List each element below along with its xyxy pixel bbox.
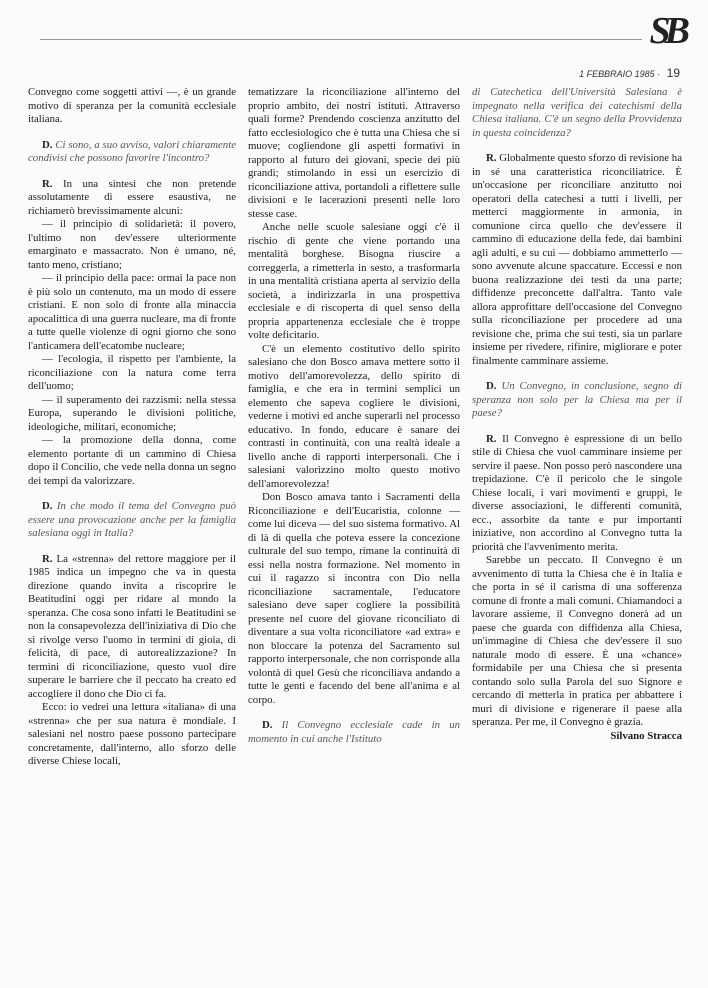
paragraph: Anche nelle scuole salesiane oggi c'è il rischio di gente che viene portando una mentalità borghese. Bisogna riuscire a correggerla, a rimetterla in sesto, a trasformarla in una mentalità cristiana aperta al servizio della società, a indirizzarla in una prospettiva ecclesiale e di riscoperta di quel senso della propria appartenenza ecclesiale che è troppe volte deficitario. (248, 221, 460, 341)
answer: R. La «strenna» del rettore maggiore per il 1985 indica un impegno che va in questa direzione quando invita a riscoprire le Beatitudini oggi per ridare al mondo la speranza. Che cosa sono infatti le Beatitudini se non la consapevolezza dell'iniziativa di Dio che si rivolge verso l'uomo in termini di gioia, di felicità, di pace, di autorealizzazione? In termini di riconciliazione, questo vuol dire superare le barriere che il peccato ha creato ed accogliere il dono che Dio ci fa. (28, 552, 236, 700)
answer: R. In una sintesi che non pretende assolutamente di essere esaustiva, ne richiamerò brevissimamente alcuni: (28, 177, 236, 217)
paragraph: Sarebbe un peccato. Il Convegno è un avvenimento di tutta la Chiesa che è in Italia e che porta in sé il carisma di una sofferenza comune di fronte a mali comuni. Chiamandoci a lavorare assieme, il Convegno donerà ad un paese che guarda con diffidenza alla Chiesa, un'immagine di Chiesa che dev'essere il suo naturale modo di essere. È una «chance» formidabile per una Chiesa che si presenta contando solo sulla Parola del suo Signore e cercando di metterla in pratica per abbattere i muri di divisione e rigenerare il paese alla speranza. Per me, il Convegno è grazia. (472, 554, 682, 728)
paragraph: Ecco: io vedrei una lettura «italiana» di una «strenna» che per sua natura è mondiale. I salesiani nel nostro paese possono partecipare concretamente, dall'interno, allo sforzo delle diverse Chiese locali, (28, 701, 236, 767)
issue-date: 1 FEBBRAIO 1985 (579, 69, 655, 79)
question: D. In che modo il tema del Convegno può essere una provocazione anche per la famiglia salesiana oggi in Italia? (28, 500, 236, 539)
author-signature: Silvano Stracca (610, 729, 682, 742)
paragraph: tematizzare la riconciliazione all'interno del proprio ambito, dei nostri istituti. Attraverso quali forme? Prendendo coscienza anzitutto del fatto ecclesiologico che è tutta una Chiesa che si muove; cogliendone gli aspetti formativi in rapporto al futuro dei giovani, specie dei più grandi; stimolando in essi un esercizio di riconciliazione attiva, portandoli a riflettere sulle divisioni e le lacerazioni presenti nelle loro stesse case. (248, 86, 460, 220)
list-item: — la promozione della donna, come elemento portante di un cammino di Chiesa dopo il Concilio, che vede nella donna un segno dei tempi da valorizzare. (28, 434, 236, 487)
page-info (579, 66, 680, 80)
question: D. Ci sono, a suo avviso, valori chiaramente condivisi che possono favorire l'incontro? (28, 138, 236, 164)
header-rule (40, 39, 642, 40)
magazine-logo: SB (649, 10, 684, 52)
answer: R. Globalmente questo sforzo di revisione ha in sé una caratteristica riconciliatrice. È un'occasione per riconciliare anzitutto noi operatori della catechesi a tutti i livelli, per metterci maggiormente in armonia, in comunione circa quello che dev'essere il cammino di educazione della fede, dai bambini agli adulti, e su cui — dobbiamo ammetterlo — sono avvenute alcune spaccature. Eccessi e non buona realizzazione dei testi da una parte; diffidenze preconcette dall'altra. Tanto vale allora approfittare dell'occasione del Convegno sulla riconciliazione per procedere ad una revisione che, prima che sui testi, sia un parlare insieme per rivedere, rifinire, migliorare e poter finalmente camminare assieme. (472, 152, 682, 367)
list-item: — il principio di solidarietà: il povero, l'ultimo non dev'essere ulteriormente emarginato e massacrato. Non è umano, né, tanto meno, cristiano; (28, 218, 236, 271)
values-list (28, 218, 236, 488)
text-column-3 (472, 86, 682, 743)
paragraph: Don Bosco amava tanto i Sacramenti della Riconciliazione e dell'Eucaristia, colonne — come lui diceva — del suo sistema formativo. Al di là di quella che poteva essere la concezione culturale del suo tempo, rimane la continuità di essi nella nostra formazione. Nel momento in cui il ragazzo si incontra con Dio nella riconciliazione sacramentale, l'educatore salesiano deve saper cogliere la possibilità presente nel cuore del giovane riconciliato di diventare a sua volta riconciliatore «ad extra» e non bloccare la potenza del Sacramento sul rapporto interpersonale, che non corrisponde alla volontà di quel Gesù che riconciliava andando a tutte le genti e facendo del bene all'anima e al corpo. (248, 491, 460, 706)
page-number: 19 (666, 66, 680, 80)
text-column-2 (248, 86, 460, 746)
separator: · (657, 69, 661, 79)
list-item: — il superamento dei razzismi: nella stessa Europa, superando le divisioni politiche, ideologiche, militari, economiche; (28, 393, 236, 433)
question: D. Un Convegno, in conclusione, segno di speranza non solo per la Chiesa ma per il paese? (472, 380, 682, 419)
question-continued: di Catechetica dell'Università Salesiana è impegnato nella verifica dei catechismi della Chiesa italiana. C'è un segno della Provvidenza in questa coincidenza? (472, 86, 682, 139)
list-item: — il principio della pace: ormai la pace non è più solo un contenuto, ma un modo di essere cristiani. E non solo di fronte alla minaccia apocalittica di una guerra nucleare, ma di fronte a tutte quelle violenze di ogni giorno che sono l'anticamera dell'ecatombe nucleare; (28, 272, 236, 352)
text-column-1 (28, 86, 236, 769)
answer: R. Il Convegno è espressione di un bello stile di Chiesa che vuol camminare insieme per servire il paese. Non posso però nascondere una trepidazione. C'è il pericolo che le singole Chiese locali, i vari movimenti e gruppi, le diverse associazioni, le differenti comunità, ecc., assorbite da tante e pur importanti iniziative, non accordino al Convegno tutta la priorità che l'avvenimento merita. (472, 432, 683, 553)
paragraph: C'è un elemento costitutivo dello spirito salesiano che don Bosco amava mettere sotto il motivo dell'amorevolezza, dello spirito di famiglia, e che era in termini semplici un elemento che sapeva cogliere le divisioni, vederne i motivi ed anche superarli nel processo educativo. In fondo, educare è sanare dei contrasti in continuità, con una realtà ideale a livello anche di rapporti interpersonali. Che i salesiani valorizzino molto questo motivo dell'amorevolezza! (248, 342, 460, 490)
list-item: — l'ecologia, il rispetto per l'ambiente, la riconciliazione con la natura come terra dell'uomo; (28, 353, 236, 392)
paragraph: Convegno come soggetti attivi —, è un grande motivo di speranza per la comunità ecclesiale italiana. (28, 86, 236, 125)
question: D. Il Convegno ecclesiale cade in un momento in cui anche l'Istituto (248, 719, 460, 745)
